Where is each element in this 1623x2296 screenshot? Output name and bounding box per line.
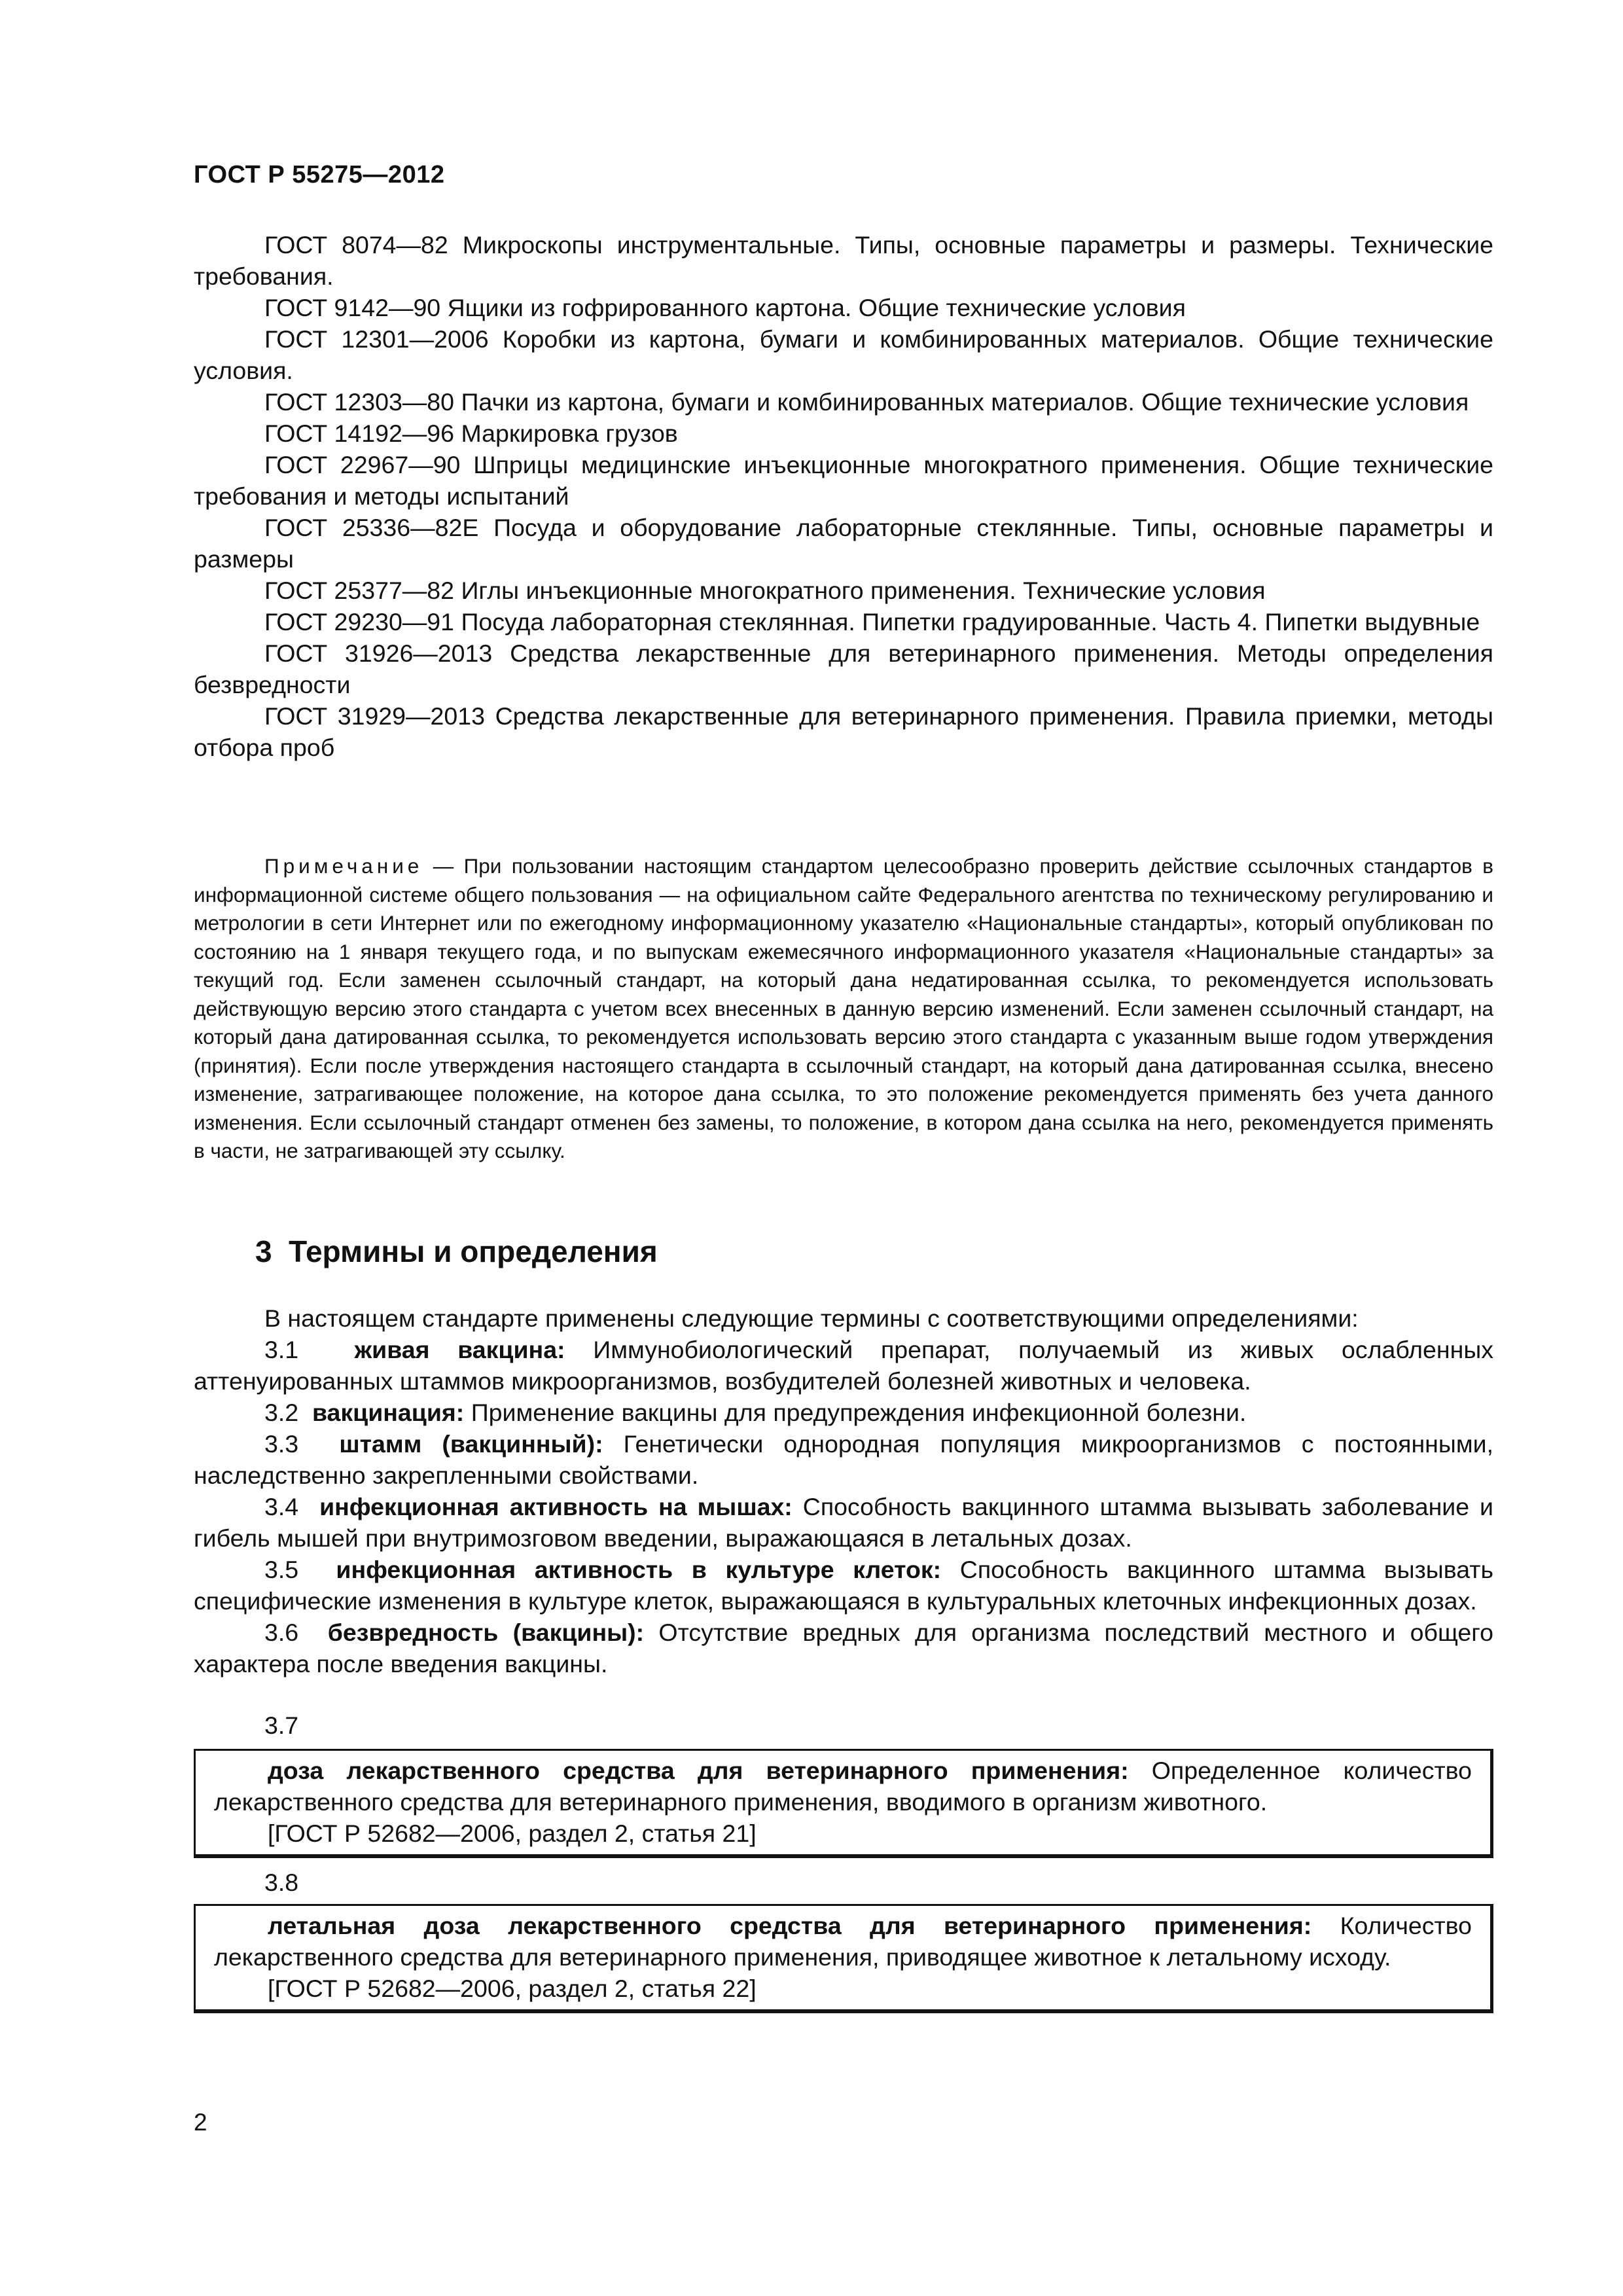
boxed-term-text xyxy=(214,1755,1472,1818)
note-paragraph xyxy=(194,852,1493,1166)
term-name: доза лекарственного средства для ветеринарного применения: xyxy=(268,1757,1129,1784)
term-source: [ГОСТ Р 52682—2006, раздел 2, статья 21] xyxy=(268,1820,757,1847)
term-definition: Генетически однородная популяция микроорганизмов с постоянными, наследственно закрепленными свойствами. xyxy=(194,1430,1493,1489)
terms-intro: В настоящем стандарте применены следующие термины с соответствующими определениями: xyxy=(264,1304,1359,1332)
section-title: Термины и определения xyxy=(289,1234,658,1268)
term-name: вакцинация: xyxy=(312,1399,465,1426)
term-definition: Количество лекарственного средства для ветеринарного применения, приводящее животное к летальному исходу. xyxy=(214,1912,1472,1971)
term-source: [ГОСТ Р 52682—2006, раздел 2, статья 22] xyxy=(268,1975,757,2002)
reference-title: Средства лекарственные для ветеринарного применения. Методы определения безвредности xyxy=(194,639,1493,698)
reference-item xyxy=(194,229,1493,292)
term-number: 3.5 xyxy=(264,1556,299,1583)
reference-title: Микроскопы инструментальные. Типы, основные параметры и размеры. Технические требования. xyxy=(194,231,1493,290)
reference-title: Пачки из картона, бумаги и комбинированных материалов. Общие технические условия xyxy=(461,388,1469,416)
section-heading xyxy=(255,1234,658,1269)
boxed-term-number: 3.8 xyxy=(264,1869,299,1896)
term-entry xyxy=(194,1428,1493,1491)
term-definition: Способность вакцинного штамма вызывать заболевание и гибель мышей при внутримозговом введении, выражающаяся в летальных дозах. xyxy=(194,1493,1493,1552)
reference-title: Маркировка грузов xyxy=(461,420,678,447)
reference-title: Посуда лабораторная стеклянная. Пипетки градуированные. Часть 4. Пипетки выдувные xyxy=(461,608,1480,636)
term-name: инфекционная активность на мышах: xyxy=(319,1493,793,1520)
reference-title: Посуда и оборудование лабораторные стеклянные. Типы, основные параметры и размеры xyxy=(194,514,1493,573)
reference-item xyxy=(194,418,1493,449)
term-number: 3.6 xyxy=(264,1619,299,1646)
reference-code: ГОСТ 22967—90 xyxy=(264,451,461,478)
term-name: безвредность (вакцины): xyxy=(327,1619,645,1646)
reference-code: ГОСТ 12303—80 xyxy=(264,388,455,416)
reference-item xyxy=(194,700,1493,763)
term-definition: Применение вакцины для предупреждения инфекционной болезни. xyxy=(471,1399,1247,1426)
reference-title: Шприцы медицинские инъекционные многократного применения. Общие технические требования и методы испытаний xyxy=(194,451,1493,510)
reference-title: Иглы инъекционные многократного применения. Технические условия xyxy=(461,577,1266,604)
reference-title: Коробки из картона, бумаги и комбинированных материалов. Общие технические условия. xyxy=(194,325,1493,384)
boxed-term xyxy=(194,1749,1493,1858)
boxed-term-text xyxy=(214,1910,1472,1973)
reference-code: ГОСТ 25336—82Е xyxy=(264,514,479,541)
term-name: штамм (вакцинный): xyxy=(339,1430,603,1458)
reference-code: ГОСТ 8074—82 xyxy=(264,231,448,259)
reference-item xyxy=(194,292,1493,323)
term-name: летальная доза лекарственного средства для ветеринарного применения: xyxy=(268,1912,1312,1939)
section-number: 3 xyxy=(255,1234,272,1268)
term-entry xyxy=(194,1617,1493,1679)
reference-item xyxy=(194,449,1493,512)
reference-title: Ящики из гофрированного картона. Общие технические условия xyxy=(447,294,1186,321)
term-definition: Способность вакцинного штамма вызывать специфические изменения в культуре клеток, выражающаяся в культуральных клеточных инфекционных дозах. xyxy=(194,1556,1493,1615)
note-label: Примечание xyxy=(264,854,423,878)
term-number: 3.4 xyxy=(264,1493,299,1520)
reference-item xyxy=(194,606,1493,637)
reference-code: ГОСТ 31926—2013 xyxy=(264,639,493,667)
term-number: 3.2 xyxy=(264,1399,299,1426)
reference-code: ГОСТ 14192—96 xyxy=(264,420,455,447)
note-text: — При пользовании настоящим стандартом целесообразно проверить действие ссылочных стандартов в информационной системе общего пользования — на официальном сайте Федерального агентства по техническому регулированию и метрологии в сети Интернет или по ежегодному информационному указателю «Национальные стандарты», который опубликован по состоянию на 1 января текущего года, и по выпускам ежемесячного информационного указателя «Национальные стандарты» за текущий год. Если заменен ссылочный стандарт, на который дана недатированная ссылка, то рекомендуется использовать действующую версию этого стандарта с учетом всех внесенных в данную версию изменений. Если заменен ссылочный стандарт, на который дана датированная ссылка, то рекомендуется использовать версию этого стандарта с указанным выше годом утверждения (принятия). Если после утверждения настоящего стандарта в ссылочный стандарт, на который дана датированная ссылка, внесено изменение, затрагивающее положение, на которое дана ссылка, то это положение рекомендуется применять без учета данного изменения. Если ссылочный стандарт отменен без замены, то положение, в котором дана ссылка на него, рекомендуется применять в части, не затрагивающей эту ссылку. xyxy=(194,854,1493,1162)
normative-references-list xyxy=(194,229,1493,763)
term-entry xyxy=(194,1554,1493,1617)
term-entry xyxy=(194,1491,1493,1554)
boxed-term-number: 3.7 xyxy=(264,1712,299,1739)
reference-item xyxy=(194,386,1493,418)
reference-code: ГОСТ 9142—90 xyxy=(264,294,441,321)
terms-list xyxy=(194,1302,1493,1679)
term-entry xyxy=(194,1334,1493,1397)
term-definition: Иммунобиологический препарат, получаемый из живых ослабленных аттенуированных штаммов микроорганизмов, возбудителей болезней животных и человека. xyxy=(194,1336,1494,1395)
term-definition: Отсутствие вредных для организма последствий местного и общего характера после введения вакцины. xyxy=(194,1619,1493,1677)
reference-code: ГОСТ 12301—2006 xyxy=(264,325,489,353)
boxed-term xyxy=(194,1904,1493,2013)
reference-item xyxy=(194,323,1493,386)
document-header: ГОСТ Р 55275—2012 xyxy=(194,161,445,188)
reference-code: ГОСТ 29230—91 xyxy=(264,608,455,636)
term-name: инфекционная активность в культуре клеток: xyxy=(336,1556,942,1583)
term-entry xyxy=(194,1397,1493,1428)
term-number: 3.3 xyxy=(264,1430,299,1458)
reference-item xyxy=(194,575,1493,606)
term-number: 3.1 xyxy=(264,1336,299,1363)
reference-title: Средства лекарственные для ветеринарного применения. Правила приемки, методы отбора проб xyxy=(194,702,1493,761)
reference-code: ГОСТ 31929—2013 xyxy=(264,702,485,730)
page-number: 2 xyxy=(194,2109,207,2136)
reference-code: ГОСТ 25377—82 xyxy=(264,577,455,604)
reference-item xyxy=(194,512,1493,575)
term-definition: Определенное количество лекарственного средства для ветеринарного применения, вводимого в организм животного. xyxy=(214,1757,1472,1816)
term-name: живая вакцина: xyxy=(354,1336,565,1363)
reference-item xyxy=(194,637,1493,700)
